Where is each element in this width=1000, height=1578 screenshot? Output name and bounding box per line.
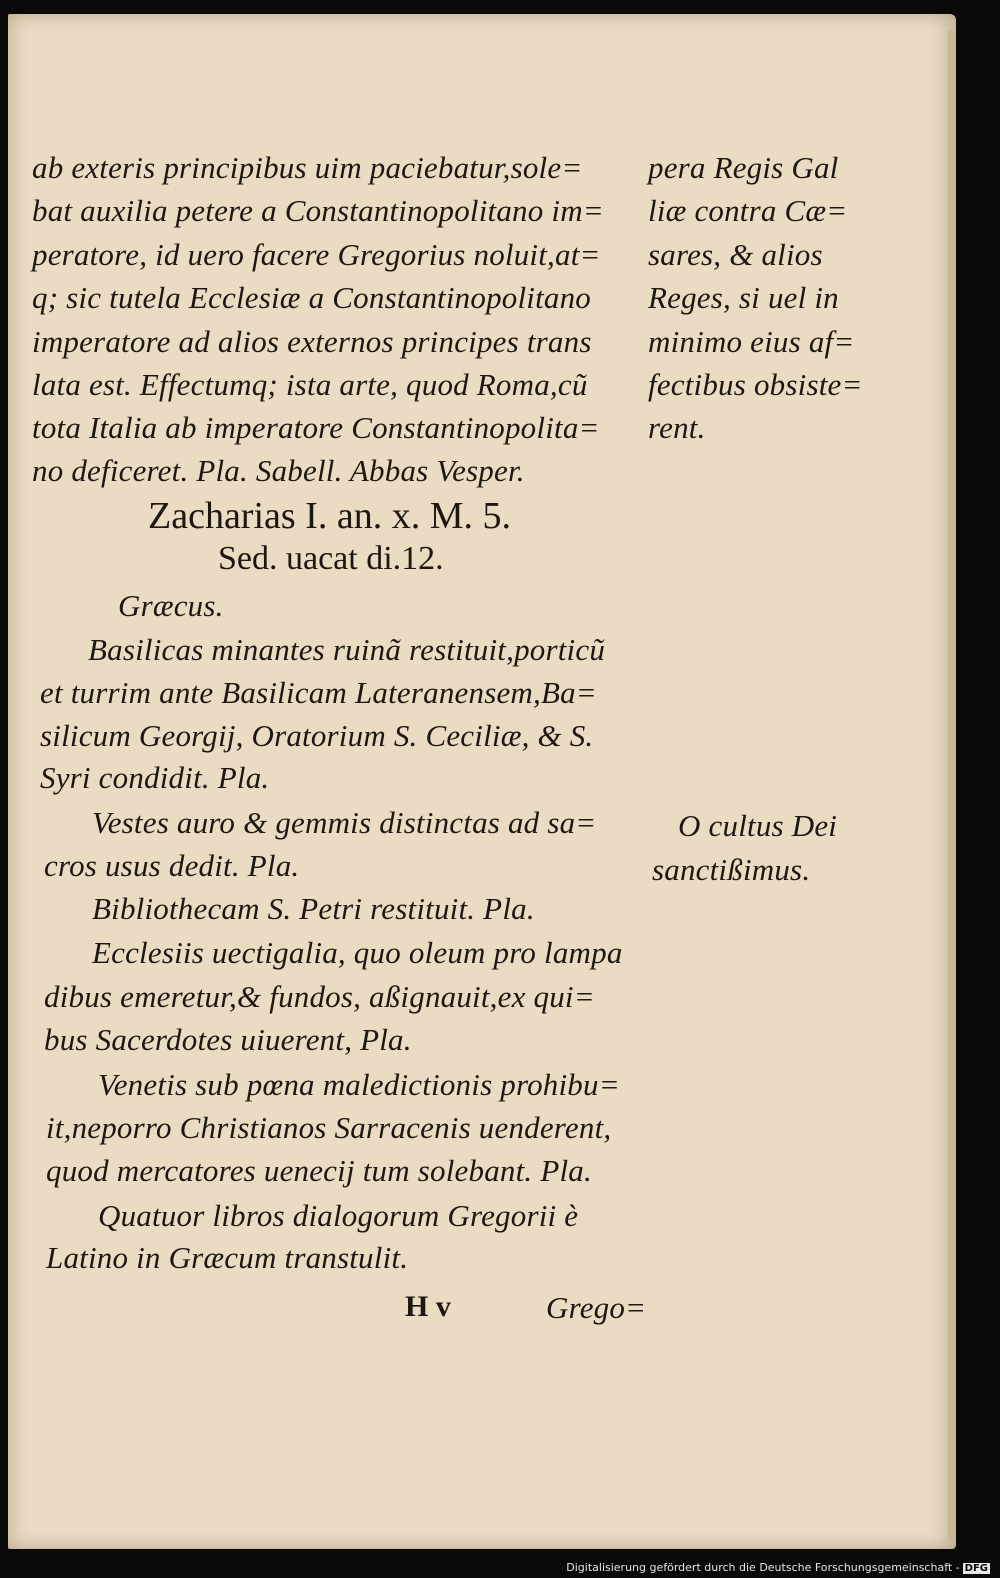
main-text-line: bat auxilia petere a Constantinopolitano im=	[32, 193, 604, 228]
margin-note-line: pera Regis Gal	[648, 150, 839, 185]
body-text-line: et turrim ante Basilicam Lateranensem,Ba=	[40, 675, 597, 710]
margin-note-line: rent.	[648, 410, 706, 445]
body-text-line: it,neporro Christianos Sarracenis uenderent,	[46, 1110, 612, 1145]
footer-credit	[566, 1561, 990, 1574]
margin-note-line: O cultus Dei	[678, 808, 838, 843]
main-text-line: no deficeret. Pla. Sabell. Abbas Vesper.	[32, 453, 525, 488]
dfg-badge: DFG	[964, 1563, 988, 1574]
body-text-line: bus Sacerdotes uiuerent, Pla.	[44, 1022, 412, 1057]
body-text-line: Basilicas minantes ruinã restituit,porticũ	[88, 632, 606, 667]
margin-note-line: liæ contra Cæ=	[648, 193, 848, 228]
body-text-line: dibus emeretur,& fundos, aßignauit,ex qui=	[44, 979, 595, 1014]
body-text-line: Ecclesiis uectigalia, quo oleum pro lampa	[92, 935, 623, 970]
margin-note-line: minimo eius af=	[648, 324, 855, 359]
main-text-line: imperatore ad alios externos principes trans	[32, 324, 592, 359]
margin-note-line: fectibus obsiste=	[648, 367, 863, 402]
margin-note-line: sanctißimus.	[652, 852, 811, 887]
main-text-line: ab exteris principibus uim paciebatur,sole=	[32, 150, 583, 185]
margin-note-line: Reges, si uel in	[648, 280, 839, 315]
pope-heading: Zacharias I. an. x. M. 5.	[148, 495, 511, 537]
vacancy-heading: Sed. uacat di.12.	[218, 540, 444, 577]
body-text-line: quod mercatores uenecij tum solebant. Pla.	[46, 1153, 592, 1188]
body-text-line: Vestes auro & gemmis distinctas ad sa=	[92, 805, 597, 840]
signature-mark: H v	[405, 1290, 451, 1323]
body-text-line: Syri condidit. Pla.	[40, 760, 270, 795]
main-text-line: tota Italia ab imperatore Constantinopolita=	[32, 410, 600, 445]
origin-label: Græcus.	[118, 588, 224, 623]
body-text-line: Latino in Græcum transtulit.	[46, 1240, 409, 1275]
body-text-line: cros usus dedit. Pla.	[44, 848, 300, 883]
footer-credit-text: Digitalisierung gefördert durch die Deutsche Forschungsgemeinschaft -	[566, 1561, 960, 1574]
main-text-line: peratore, id uero facere Gregorius noluit,at=	[32, 237, 601, 272]
body-text-line: Quatuor libros dialogorum Gregorii è	[98, 1198, 579, 1233]
main-text-line: q; sic tutela Ecclesiæ a Constantinopolitano	[32, 280, 592, 315]
main-text-line: lata est. Effectumq; ista arte, quod Roma,cũ	[32, 367, 588, 402]
page-edge	[948, 30, 956, 1540]
body-text-line: Venetis sub pœna maledictionis prohibu=	[98, 1067, 620, 1102]
body-text-line: silicum Georgij, Oratorium S. Ceciliæ, & S.	[40, 718, 594, 753]
catchword: Grego=	[546, 1290, 647, 1325]
margin-note-line: sares, & alios	[648, 237, 823, 272]
body-text-line: Bibliothecam S. Petri restituit. Pla.	[92, 891, 535, 926]
